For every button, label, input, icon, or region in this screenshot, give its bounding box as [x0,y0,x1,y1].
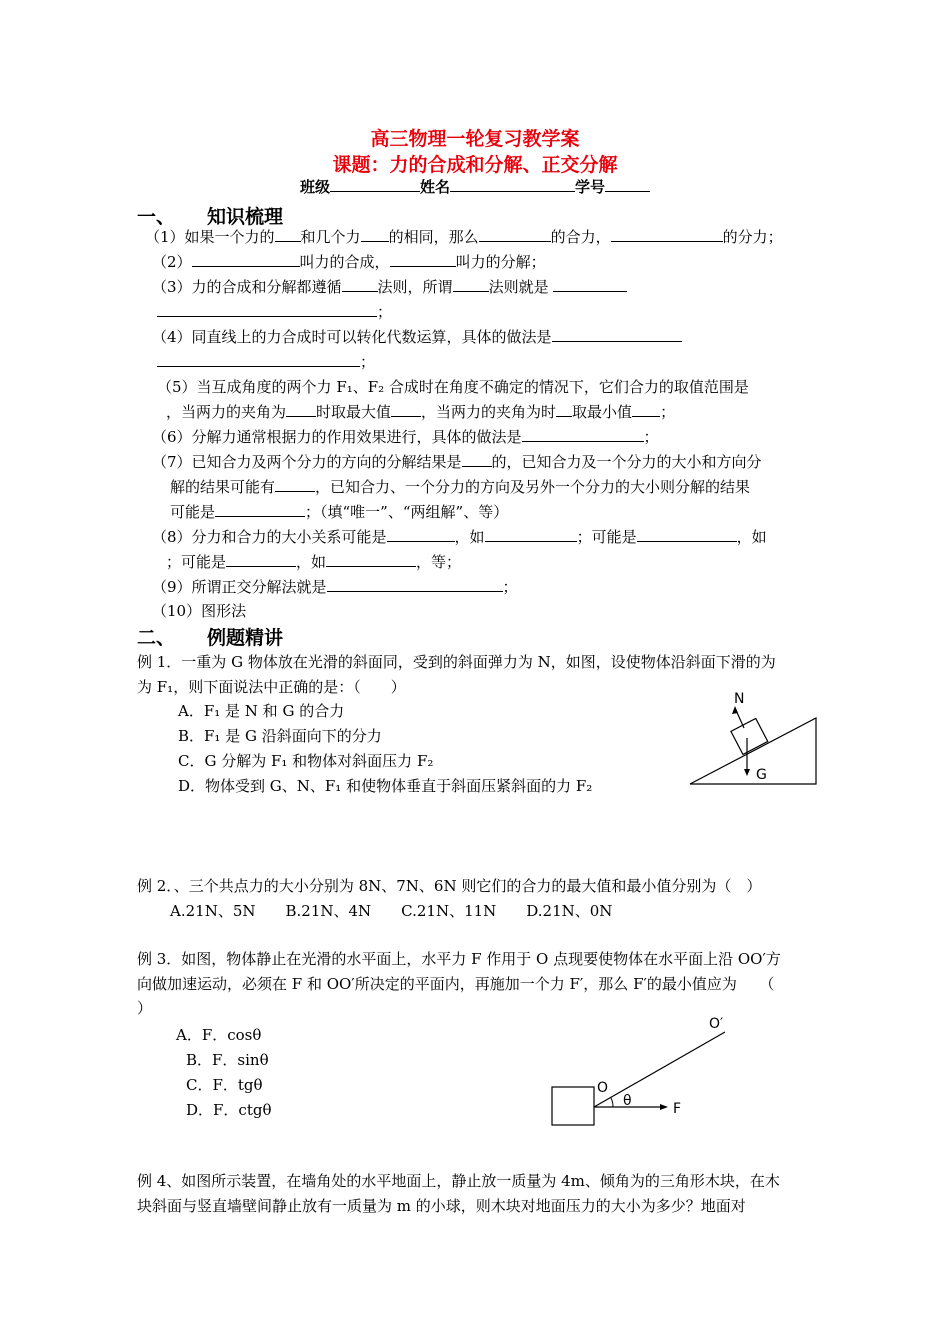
question-5 [157,376,749,397]
example-4-line-2: 块斜面与竖直墙壁间静止放有一质量为 m 的小球，则木块对地面压力的大小为多少？地面对 [137,1197,746,1215]
q1-blank-4[interactable] [611,227,723,242]
q6-end: ； [643,428,659,446]
question-8 [152,526,767,547]
q3-blank-3[interactable] [553,277,627,292]
q7-text-e: 可能是 [170,503,216,521]
question-3-cont [157,301,392,322]
q5-text: （5）当互成角度的两个力 F₁、F₂ 合成时在角度不确定的情况下，它们合力的取值范围是 [157,378,749,396]
example-4-line-1: 例 4、如图所示装置，在墙角处的水平地面上，静止放一质量为 4m、倾角为的三角形木块，在木 [137,1172,780,1190]
q2-blank-2[interactable] [390,252,456,267]
q8-blank-4[interactable] [226,552,296,567]
q4-blank-2[interactable] [157,352,360,367]
q3-blank-1[interactable] [342,277,378,292]
q9-blank[interactable] [327,577,503,592]
question-1 [145,226,783,247]
page-title: 高三物理一轮复习教学案 [370,128,580,150]
label-O-prime: O′ [709,1016,724,1032]
q7-text-f: ；（填“唯一”、“两组解”、等） [305,503,509,521]
example-1-line-2: 为 F₁，则下面说法中正确的是：（ ） [137,678,406,696]
q6-blank[interactable] [522,427,644,442]
q5-text-c: 时取最大值 [316,403,392,421]
class-blank[interactable] [330,177,420,192]
q8-blank-2[interactable] [485,527,577,542]
section-title: 知识梳理 [207,206,284,228]
section-heading-examples [137,623,283,650]
class-label: 班级 [299,178,330,196]
force-direction-figure [545,1010,745,1130]
q3-text: （3）力的合成和分解都遵循 [152,278,342,296]
incline-figure [680,688,830,793]
q8-text-d: ，如 [736,528,767,546]
q1-blank-2[interactable] [361,227,389,242]
section-heading-knowledge [137,202,283,229]
example-2-options: A.21N、5N B.21N、4N C.21N、11N D.21N、0N [170,902,613,920]
q7-blank-2[interactable] [275,477,315,492]
question-10: （10）图形法 [152,602,247,620]
example-3-option-a: A．F．cosθ [176,1026,262,1044]
q7-blank-1[interactable] [462,452,492,467]
q5-text-e: 取最小值 [572,403,633,421]
q8-text-g: ，等； [416,553,462,571]
q1-text-d: 的合力， [550,228,611,246]
q7-text-c: 解的结果可能有 [170,478,276,496]
q8-text-b: ，如 [454,528,485,546]
name-blank[interactable] [450,177,575,192]
label-theta: θ [623,1093,632,1109]
student-info-line [0,176,950,197]
example-2-line-1: 例 2．、三个共点力的大小分别为 8N、7N、6N 则它们的合力的最大值和最小值分别为（ ） [137,877,762,895]
question-6 [152,426,659,447]
q7-blank-3[interactable] [215,502,305,517]
q7-text: （7）已知合力及两个分力的方向的分解结果是 [152,453,462,471]
id-label: 学号 [575,178,606,196]
q7-text-d: ，已知合力、一个分力的方向及另外一个分力的大小则分解的结果 [315,478,751,496]
question-2 [152,251,546,272]
question-4-cont [157,351,375,372]
q3-text-b: 法则，所谓 [377,278,453,296]
q5-text-d: ，当两力的夹角为时 [421,403,557,421]
q2-text-b: 叫力的合成， [299,253,390,271]
section-title: 例题精讲 [207,627,284,649]
lesson-topic: 课题：力的合成和分解、正交分解 [332,154,618,176]
direction-line-OO [594,1032,725,1107]
example-3-line-1: 例 3．如图，物体静止在光滑的水平面上，水平力 F 作用于 O 点现要使物体在水平面上沿 OO′方 [137,950,781,968]
block [552,1087,594,1125]
q6-text: （6）分解力通常根据力的作用效果进行，具体的做法是 [152,428,522,446]
q1-text-e: 的分力； [722,228,783,246]
q8-blank-1[interactable] [387,527,455,542]
q2-text: （2） [152,253,192,271]
question-4 [152,326,682,347]
question-8-cont [166,551,461,572]
question-7 [152,451,762,472]
q1-blank-3[interactable] [479,227,551,242]
example-3-line-2: 向做加速运动，必须在 F 和 OO′所决定的平面内，再施加一个力 F′，那么 F′的最小值应为 （ [137,975,775,993]
example-1-option-c: C．G 分解为 F₁ 和物体对斜面压力 F₂ [178,752,434,770]
q5-text-b: ，当两力的夹角为 [166,403,287,421]
q9-end: ； [502,578,518,596]
q9-text: （9）所谓正交分解法就是 [152,578,327,596]
q2-text-c: 叫力的分解； [455,253,546,271]
q1-text: （1）如果一个力的 [145,228,275,246]
q8-blank-3[interactable] [637,527,737,542]
q8-text: （8）分力和合力的大小关系可能是 [152,528,387,546]
q2-blank-1[interactable] [192,252,300,267]
q3-blank-4[interactable] [157,302,377,317]
label-G: G [756,767,767,783]
example-1-option-d: D．物体受到 G、N、F₁ 和使物体垂直于斜面压紧斜面的力 F₂ [178,777,593,795]
q3-text-c: 法则就是 [488,278,549,296]
example-3-option-c: C．F．tgθ [186,1076,263,1094]
q5-end: ； [660,403,676,421]
label-N: N [734,691,745,707]
q4-end: ； [360,353,376,371]
label-O: O [597,1080,609,1096]
q1-blank-1[interactable] [275,227,301,242]
q1-text-b: 和几个力 [300,228,361,246]
q4-text: （4）同直线上的力合成时可以转化代数运算，具体的做法是 [152,328,552,346]
q8-blank-5[interactable] [326,552,416,567]
q5-blank-3[interactable] [556,402,572,417]
example-1-option-b: B．F₁ 是 G 沿斜面向下的分力 [178,727,382,745]
q8-text-c: ；可能是 [576,528,637,546]
section-number: 一、 [137,206,176,228]
q1-text-c: 的相同，那么 [388,228,479,246]
example-1-line-1: 例 1．一重为 G 物体放在光滑的斜面同，受到的斜面弹力为 N，如图，设使物体沿斜面下滑的为 [137,653,776,671]
question-7-cont [170,476,750,497]
q7-text-b: 的，已知合力及一个分力的大小和方向分 [491,453,762,471]
q8-text-e: ；可能是 [166,553,227,571]
q5-blank-4[interactable] [632,402,660,417]
q8-text-f: ，如 [296,553,327,571]
question-7-cont2 [170,501,508,522]
block-on-incline [731,718,768,754]
question-9 [152,576,518,597]
id-blank[interactable] [605,177,650,192]
name-label: 姓名 [419,178,450,196]
q3-blank-2[interactable] [453,277,489,292]
example-3-option-b: B．F．sinθ [186,1051,269,1069]
example-1-option-a: A．F₁ 是 N 和 G 的合力 [178,702,345,720]
question-5-cont [166,401,675,422]
q5-blank-2[interactable] [391,402,421,417]
q3-end: ； [377,303,393,321]
q5-blank-1[interactable] [286,402,316,417]
question-3 [152,276,627,297]
example-3-line-3: ） [137,999,153,1017]
q4-blank-1[interactable] [552,327,682,342]
section-number: 二、 [137,627,176,649]
example-3-option-d: D．F．ctgθ [186,1101,272,1119]
label-F: F [673,1101,682,1117]
